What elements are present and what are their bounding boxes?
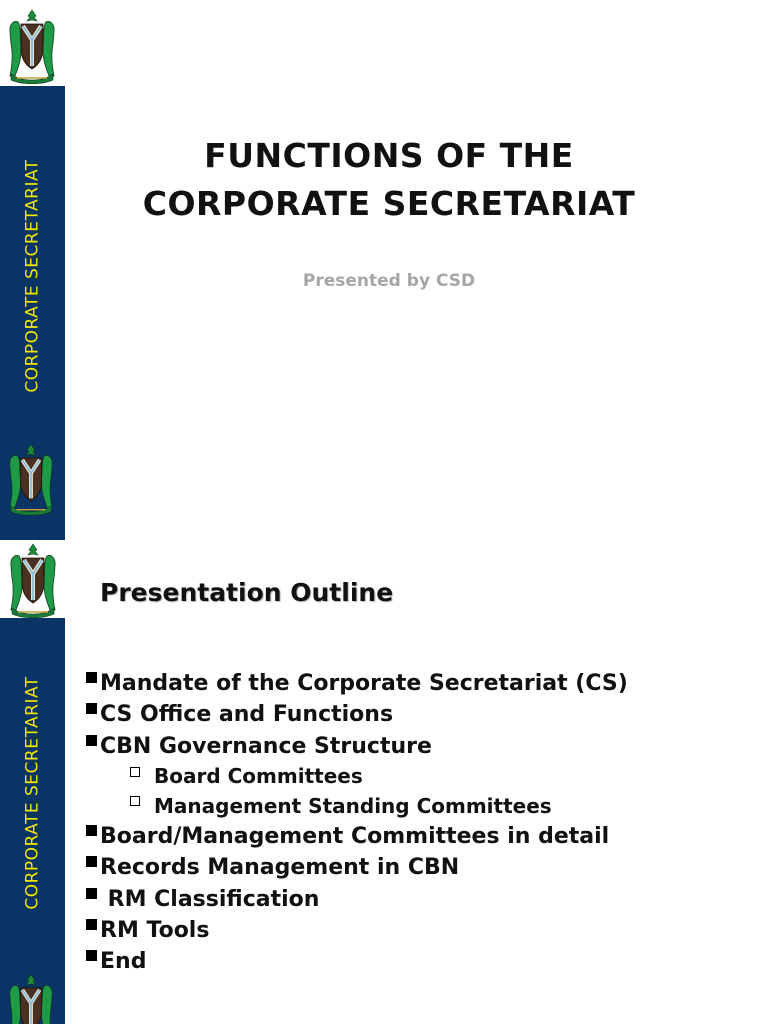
logo-box <box>0 540 65 618</box>
square-bullet-icon <box>86 950 97 961</box>
square-bullet-icon <box>86 919 97 930</box>
slide-title <box>65 132 713 228</box>
sidebar-label: CORPORATE SECRETARIAT <box>22 676 43 910</box>
outline-item <box>86 668 628 699</box>
outline-item-text: Mandate of the Corporate Secretariat (CS) <box>100 671 628 697</box>
cbn-coat-of-arms-icon <box>7 442 55 516</box>
cbn-coat-of-arms-icon <box>8 542 58 618</box>
sidebar-label: CORPORATE SECRETARIAT <box>22 159 43 393</box>
outline-subitem <box>86 762 628 792</box>
sidebar <box>0 540 65 1024</box>
sidebar-label-container <box>0 618 65 968</box>
outline-item <box>86 915 628 946</box>
outline-item <box>86 699 628 730</box>
outline-item <box>86 821 628 852</box>
hollow-square-bullet-icon <box>130 796 140 806</box>
outline-item <box>86 852 628 883</box>
outline-subitem <box>86 791 628 821</box>
outline-slide <box>0 540 768 1024</box>
square-bullet-icon <box>86 825 97 836</box>
square-bullet-icon <box>86 856 97 867</box>
outline-item <box>86 883 628 914</box>
outline-item-text: RM Tools <box>100 917 210 943</box>
title-line-2: CORPORATE SECRETARIAT <box>142 184 636 223</box>
outline-heading: Presentation Outline <box>100 578 394 607</box>
outline-item <box>86 946 628 977</box>
logo-box <box>0 0 65 86</box>
square-bullet-icon <box>86 703 97 714</box>
outline-item <box>86 731 628 762</box>
outline-item-text: End <box>100 949 147 975</box>
outline-list <box>86 668 628 977</box>
cbn-coat-of-arms-icon <box>7 972 55 1024</box>
outline-item-text: CBN Governance Structure <box>100 733 432 759</box>
square-bullet-icon <box>86 888 97 899</box>
sidebar <box>0 0 65 540</box>
outline-item-text: Records Management in CBN <box>100 855 460 881</box>
outline-item-text: Management Standing Committees <box>154 793 552 818</box>
outline-item-text: RM Classification <box>100 886 320 912</box>
title-line-1: FUNCTIONS OF THE <box>204 136 574 175</box>
sidebar-label-container <box>0 86 65 466</box>
slide-subtitle: Presented by CSD <box>302 271 476 291</box>
outline-item-text: Board Committees <box>154 764 363 789</box>
outline-item-text: Board/Management Committees in detail <box>100 824 610 850</box>
cbn-coat-of-arms-icon <box>7 8 57 84</box>
outline-item-text: CS Office and Functions <box>100 702 394 728</box>
hollow-square-bullet-icon <box>130 767 140 777</box>
square-bullet-icon <box>86 672 97 683</box>
square-bullet-icon <box>86 735 97 746</box>
